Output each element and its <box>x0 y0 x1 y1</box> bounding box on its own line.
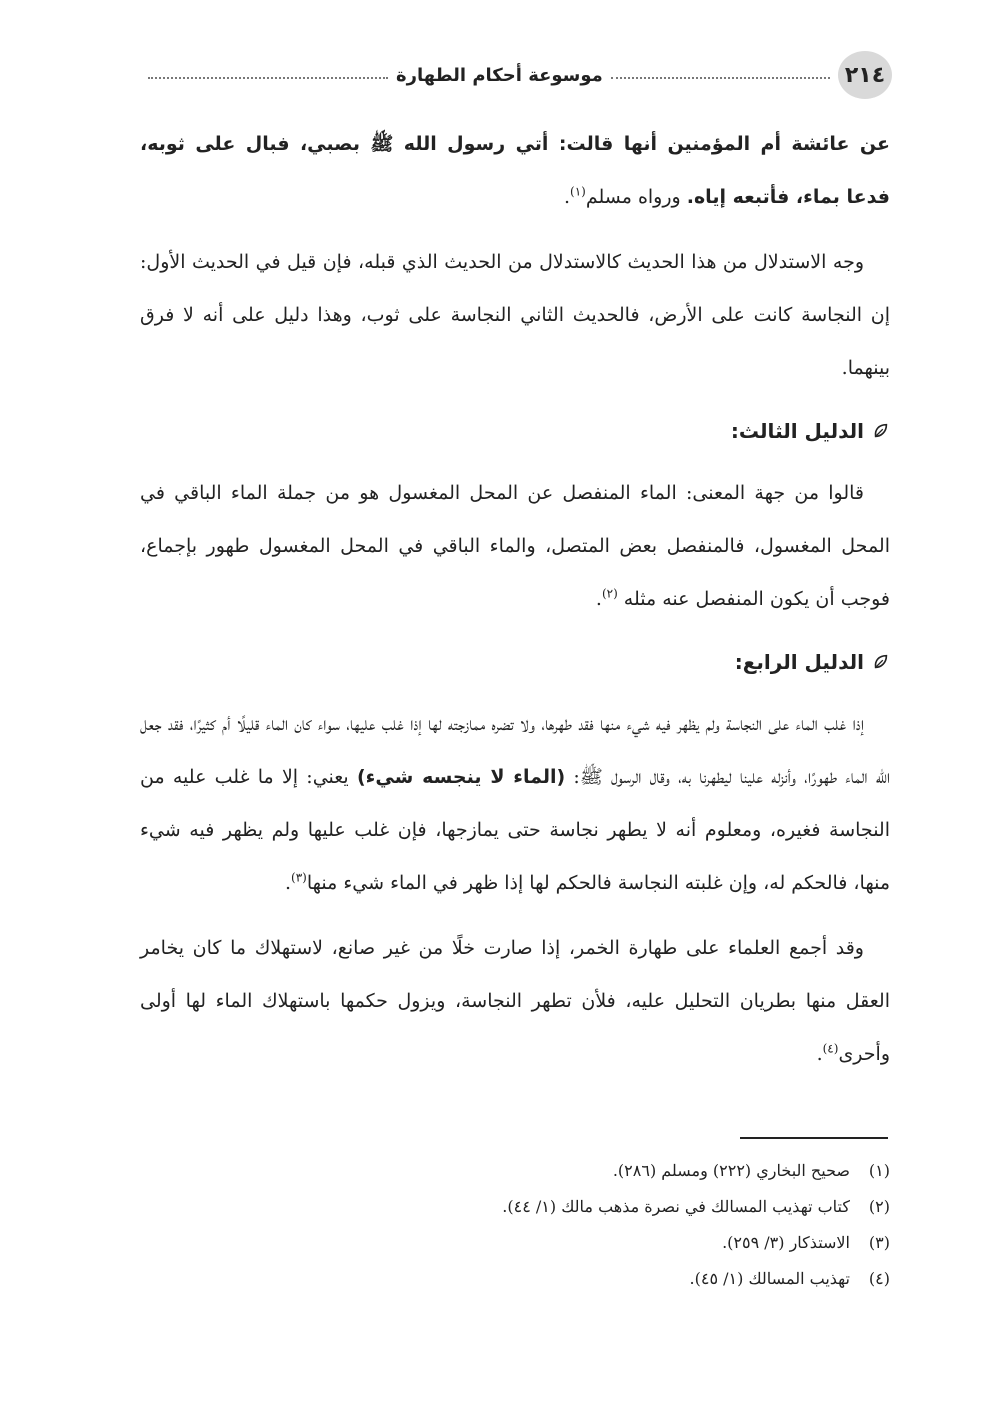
paragraph-wine-analogy <box>140 922 890 1081</box>
page-header <box>140 50 892 100</box>
wine-analogy-text: وقد أجمع العلماء على طهارة الخمر، إذا صارت خلًا من غير صانع، لاستهلاك ما كان يخامر العقل منها بطريان التحليل عليه، فلأن تطهر النجاسة، ويزول حكمها باستهلاك الماء لها أولى وأحرى <box>140 937 890 1065</box>
fourth-evidence-text-a: إذا غلب الماء على النجاسة ولم يظهر فيه شيء منها فقد طهرها، ولا تضره ممازجته لها إذا غلب عليها، سواء كان الماء قليلًا أم كثيرًا، فقد جعل الله الماء طهورًا، وأنزله علينا ليطهرنا به، وقال الرسول ﷺ: <box>140 713 890 788</box>
heading-third-label: الدليل الثالث: <box>730 419 864 443</box>
footnote-3 <box>140 1225 890 1261</box>
third-evidence-text: قالوا من جهة المعنى: الماء المنفصل عن المحل المغسول هو من جملة الماء الباقي في المحل المغسول، فالمنفصل بعض المتصل، والماء الباقي في المحل المغسول طهور بإجماع، فوجب أن يكون المنفصل عنه مثله <box>140 482 890 610</box>
footnote-1 <box>140 1153 890 1189</box>
footnote-ref-4[interactable]: (٤) <box>822 1041 839 1056</box>
footnote-ref-1[interactable]: (١) <box>570 184 586 199</box>
quoted-hadith: (الماء لا ينجسه شيء) <box>356 766 566 788</box>
footnote-text: تهذيب المسالك (١/ ٤٥). <box>689 1269 850 1288</box>
footnote-number: (٤) <box>868 1269 890 1288</box>
running-title: موسوعة أحكام الطهارة <box>396 64 603 86</box>
footnote-ref-3[interactable]: (٣) <box>291 870 307 885</box>
footnotes <box>140 1153 890 1297</box>
leaf-ornament-icon <box>872 653 890 671</box>
footnote-4 <box>140 1261 890 1297</box>
period: . <box>284 872 292 894</box>
footnote-number: (١) <box>868 1161 890 1180</box>
period: . <box>563 186 571 208</box>
main-text <box>140 118 890 1093</box>
header-dots-right <box>148 77 388 79</box>
footnote-number: (٢) <box>868 1197 890 1216</box>
heading-fourth-evidence <box>140 638 890 686</box>
footnote-number: (٣) <box>868 1233 890 1252</box>
heading-third-evidence <box>140 407 890 455</box>
page-number: ٢١٤ <box>838 51 892 99</box>
footnote-ref-2[interactable]: (٢) <box>601 586 618 601</box>
paragraph-inference: وجه الاستدلال من هذا الحديث كالاستدلال من الحديث الذي قبله، فإن قيل في الحديث الأول: إن النجاسة كانت على الأرض، فالحديث الثاني النجاسة على ثوب، وهذا دليل على أنه لا فرق بينهما. <box>140 251 890 379</box>
hadith-text: عن عائشة أم المؤمنين أنها قالت: أتي رسول الله ﷺ بصبي، فبال على ثوبه، فدعا بماء، فأتبعه إياه. <box>140 133 890 208</box>
period: . <box>595 588 602 610</box>
footnote-separator <box>740 1137 888 1139</box>
footnote-text: كتاب تهذيب المسالك في نصرة مذهب مالك (١/ ٤٤). <box>502 1197 850 1216</box>
footnote-text: الاستذكار (٣/ ٢٥٩). <box>722 1233 850 1252</box>
paragraph-third-evidence <box>140 467 890 626</box>
footnote-2 <box>140 1189 890 1225</box>
hadith-source: ورواه مسلم <box>585 186 687 208</box>
period: . <box>816 1043 823 1065</box>
leaf-ornament-icon <box>872 422 890 440</box>
paragraph-fourth-evidence <box>140 698 890 910</box>
fourth-evidence-text-b: يعني: إلا ما غلب عليه من النجاسة فغيره، ومعلوم أنه لا يطهر نجاسة حتى يمازجها، فإن غلب عليها ولم يظهر فيه شيء منها، فالحكم له، وإن غلبته النجاسة فالحكم لها إذا ظهر في الماء شيء منها <box>140 766 890 894</box>
header-dots-left <box>611 77 830 79</box>
paragraph-hadith <box>140 118 890 224</box>
footnote-text: صحيح البخاري (٢٢٢) ومسلم (٢٨٦). <box>612 1161 850 1180</box>
heading-fourth-label: الدليل الرابع: <box>734 650 864 674</box>
